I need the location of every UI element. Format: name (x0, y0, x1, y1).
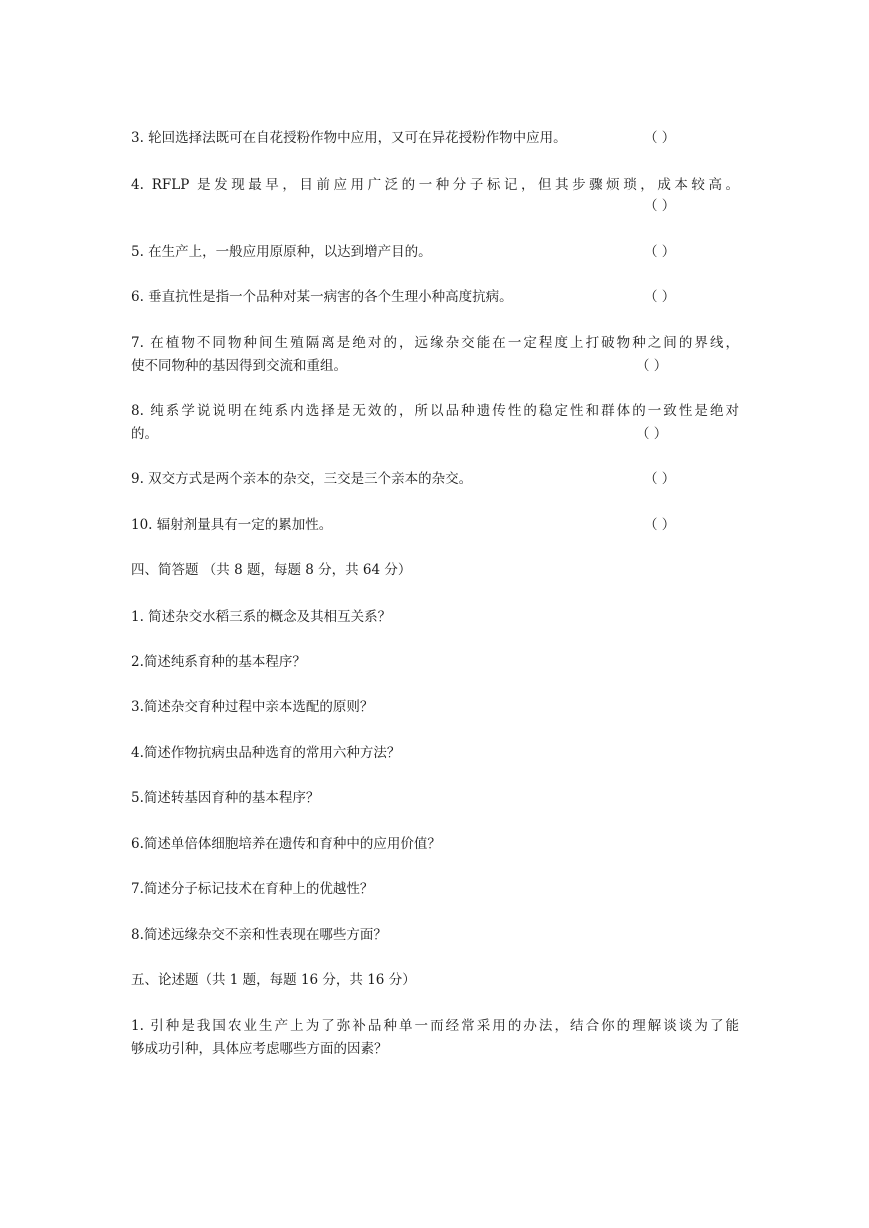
short-answer-q3: 3.简述杂交育种过程中亲本选配的原则？ (131, 699, 374, 715)
tf-item-9-answer-blank: （ ） (644, 471, 676, 487)
tf-item-5: 5. 在生产上，一般应用原原种，以达到增产目的。 (131, 244, 432, 260)
short-answer-q2: 2.简述纯系育种的基本程序？ (131, 654, 306, 670)
tf-item-3-answer-blank: （ ） (644, 130, 676, 146)
tf-item-6-answer-blank: （ ） (644, 289, 676, 305)
tf-item-5-answer-blank: （ ） (644, 244, 676, 260)
short-answer-q5: 5.简述转基因育种的基本程序？ (131, 790, 320, 806)
tf-item-3: 3. 轮回选择法既可在自花授粉作物中应用，又可在异花授粉作物中应用。 (131, 130, 567, 146)
tf-item-6: 6. 垂直抗性是指一个品种对某一病害的各个生理小种高度抗病。 (131, 289, 513, 305)
tf-item-10: 10. 辐射剂量具有一定的累加性。 (131, 517, 333, 533)
tf-item-4: 4. RFLP 是发现最早，目前应用广泛的一种分子标记，但其步骤烦琐，成本较高。 (131, 177, 739, 193)
section-4-heading: 四、简答题 （共 8 题，每题 8 分，共 64 分） (131, 562, 412, 578)
tf-item-7-continued: 使不同物种的基因得到交流和重组。 (131, 358, 347, 374)
section-5-heading: 五、论述题（共 1 题，每题 16 分，共 16 分） (131, 972, 416, 988)
tf-item-7-answer-blank: （ ） (636, 358, 668, 374)
short-answer-q6: 6.简述单倍体细胞培养在遗传和育种中的应用价值？ (131, 836, 441, 852)
tf-item-4-answer-blank: （ ） (644, 198, 676, 214)
short-answer-q8: 8.简述远缘杂交不亲和性表现在哪些方面？ (131, 927, 387, 943)
tf-item-7: 7. 在植物不同物种间生殖隔离是绝对的，远缘杂交能在一定程度上打破物种之间的界线， (131, 335, 739, 351)
short-answer-q1: 1. 简述杂交水稻三系的概念及其相互关系？ (131, 609, 392, 625)
tf-item-8-answer-blank: （ ） (636, 426, 668, 442)
essay-q1-continued: 够成功引种，具体应考虑哪些方面的因素？ (131, 1041, 388, 1057)
tf-item-8-continued: 的。 (131, 426, 158, 442)
tf-item-10-answer-blank: （ ） (644, 517, 676, 533)
short-answer-q7: 7.简述分子标记技术在育种上的优越性？ (131, 881, 374, 897)
tf-item-9: 9. 双交方式是两个亲本的杂交，三交是三个亲本的杂交。 (131, 471, 473, 487)
essay-q1: 1. 引种是我国农业生产上为了弥补品种单一而经常采用的办法，结合你的理解谈谈为了能 (131, 1018, 739, 1034)
tf-item-8: 8. 纯系学说说明在纯系内选择是无效的，所以品种遗传性的稳定性和群体的一致性是绝对 (131, 403, 739, 419)
short-answer-q4: 4.简述作物抗病虫品种选育的常用六种方法？ (131, 745, 401, 761)
